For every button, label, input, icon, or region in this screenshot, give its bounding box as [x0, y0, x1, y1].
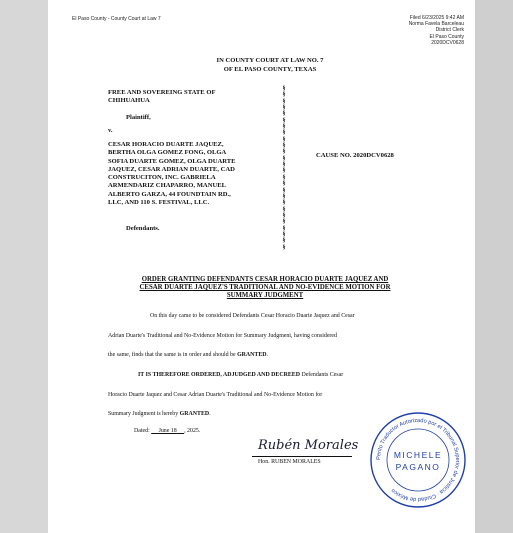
defendant-line: BERTHA OLGA GOMEZ FONG, OLGA — [108, 149, 227, 157]
seal-name-line: PAGANO — [395, 462, 441, 472]
granted-text: GRANTED — [237, 352, 267, 358]
section-symbol: § — [282, 130, 286, 137]
defendant-line: JAQUEZ, CESAR ADRIAN DUARTE, CAD — [108, 165, 235, 173]
defendants-names — [108, 141, 236, 207]
translator-seal — [368, 410, 468, 510]
section-symbol: § — [282, 193, 286, 200]
order-title — [110, 276, 420, 300]
seal-outer-ring — [371, 413, 465, 507]
section-symbol: § — [282, 92, 286, 99]
section-symbol: § — [282, 98, 286, 105]
section-symbol: § — [282, 111, 286, 118]
paragraph-text: . — [266, 352, 269, 358]
order-title-line: SUMMARY JUDGMENT — [226, 292, 304, 299]
section-symbol: § — [282, 244, 286, 251]
section-symbol: § — [282, 187, 286, 194]
paragraph-text: Summary Judgment is hereby — [108, 411, 180, 417]
header-court-name: El Paso County - County Court at Law 7 — [72, 16, 161, 22]
section-symbol: § — [282, 231, 286, 238]
paragraph-text: the same, finds that the same is in order and should be — [108, 352, 238, 358]
filing-stamp — [368, 15, 464, 46]
defendant-line: ARMENDARIZ CHAPARRO, MANUEL — [108, 182, 227, 190]
seal-inner-ring — [387, 429, 449, 491]
section-symbol: § — [282, 174, 286, 181]
section-symbol: § — [282, 143, 286, 150]
cause-number: CAUSE NO. 2020DCV0628 — [316, 152, 394, 159]
plaintiff-name-line: FREE AND SOVEREING STATE OF — [108, 89, 216, 96]
defendant-line: ALBERTO GARZA, 44 FOUNDTAIN RD., — [108, 190, 231, 198]
filing-stamp-line: Norma Favela Barceleau — [408, 21, 464, 28]
filing-stamp-line: 2020DCV0628 — [431, 39, 464, 46]
section-symbol: § — [282, 219, 286, 226]
section-symbol: § — [282, 86, 286, 92]
court-heading — [160, 56, 380, 74]
section-symbol: § — [282, 168, 286, 175]
paragraph-2-line — [138, 372, 456, 378]
section-symbol: § — [282, 200, 286, 207]
plaintiff-role: Plaintiff, — [126, 114, 151, 121]
section-symbol: § — [282, 117, 286, 124]
section-symbol: § — [282, 136, 286, 143]
order-title-line: ORDER GRANTING DEFENDANTS CESAR HORACIO DUARTE JAQUEZ AND — [141, 276, 389, 283]
section-symbol: § — [282, 238, 286, 245]
paragraph-2-line: Horacio Duarte Jaquez and Cesar Adrian Duarte's Traditional and No-Evidence Motion for — [108, 392, 323, 398]
section-symbol-column — [280, 86, 288, 251]
signature-line — [252, 456, 352, 457]
dated-value: June 18 — [158, 428, 177, 434]
judge-signature: Rubén Morales — [258, 438, 359, 453]
section-symbol: § — [282, 162, 286, 169]
versus-label: v. — [108, 127, 113, 134]
paragraph-1-line: On this day came to be considered Defendants Cesar Horacio Duarte Jaquez and Cesar — [150, 313, 355, 319]
dated-label: Dated: — [134, 428, 150, 434]
filing-stamp-line: District Clerk — [435, 27, 464, 34]
filing-stamp-line: El Paso County — [429, 33, 464, 40]
viewer-left-margin — [0, 0, 48, 533]
paragraph-1-line — [108, 352, 426, 358]
defendant-line: SOFIA DUARTE GOMEZ, OLGA DUARTE — [108, 157, 236, 165]
defendant-line: CONSTRUCITON, INC. GABRIELA — [108, 174, 216, 182]
section-symbol: § — [282, 181, 286, 188]
plaintiff-name — [108, 89, 215, 106]
section-symbol: § — [282, 149, 286, 156]
paragraph-text: . — [209, 411, 211, 417]
decree-text: IT IS THEREFORE ORDERED, ADJUDGED AND DECREED — [138, 372, 300, 378]
court-heading-line: OF EL PASO COUNTY, TEXAS — [223, 66, 317, 73]
plaintiff-name-line: CHIHUAHUA — [108, 97, 150, 105]
defendant-line: LLC, AND 110 S. FESTIVAL, LLC. — [108, 199, 210, 207]
filing-stamp-line: Filed 6/23/2025 9:42 AM — [409, 15, 464, 21]
order-title-line: CESAR DUARTE JAQUEZ'S TRADITIONAL AND NO-EVIDENCE MOTION FOR — [139, 284, 391, 291]
court-heading-line: IN COUNTY COURT AT LAW NO. 7 — [216, 57, 324, 64]
section-symbol: § — [282, 155, 286, 162]
defendants-role: Defendants. — [126, 225, 160, 232]
paragraph-text: Defendants Cesar — [299, 372, 344, 378]
section-symbol: § — [282, 212, 286, 219]
viewer-right-margin — [475, 0, 513, 533]
dated-year: , 2025. — [184, 428, 201, 434]
seal-name-line: MICHELE — [393, 450, 443, 460]
section-symbol: § — [282, 105, 286, 112]
judge-name: Hon. RUBEN MORALES — [258, 459, 321, 465]
section-symbol: § — [282, 124, 286, 131]
paragraph-1-line: Adrian Duarte's Traditional and No-Evidence Motion for Summary Judgment, having considered — [108, 333, 337, 339]
section-symbol: § — [282, 206, 286, 213]
defendant-line: CESAR HORACIO DUARTE JAQUEZ, — [108, 141, 224, 148]
seal-ring-text: Perito Traductor Autorizado por el Tribunal Superior de Justicia · Ciudad de México — [375, 417, 461, 503]
section-symbol: § — [282, 225, 286, 232]
granted-text: GRANTED — [179, 411, 210, 417]
